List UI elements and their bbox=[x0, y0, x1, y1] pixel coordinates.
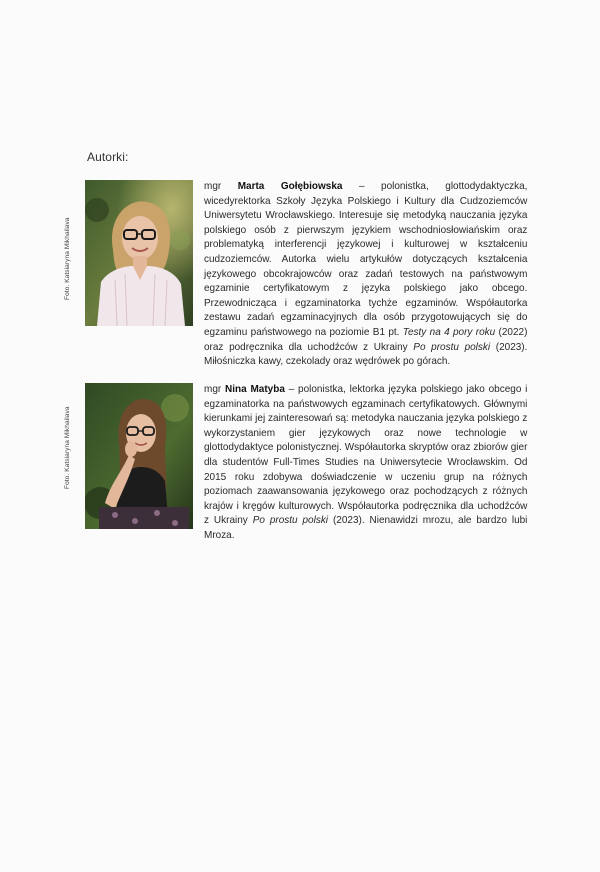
photo-credit: Foto. Katsiaryna Mikhailava bbox=[64, 217, 71, 300]
bio-text: – polonistka, lektorka języka polskiego jako obcego i egzaminatorka na państwowych egzaminach certyfikatowych. Głównymi kierunkami jej zainteresowań są: metodyka nauczania języka polskiego z wykorzystaniem gier językowych oraz nowe technologie w glottodydaktyce polonistycznej. Współautorka skryptów oraz zbiorów gier dla studentów Full-Times Studies na Uniwersytecie Wrocławskim. Od 2015 roku zdobywa doświadczenie w uczeniu grup na różnych poziomach zaawansowania językowego oraz pochodzących z różnych krajów i kręgów kulturowych. Współautorka podręcznika dla uchodźców z Ukrainy bbox=[204, 384, 528, 527]
author-name: Nina Matyba bbox=[225, 384, 285, 395]
book-title: Po prostu polski bbox=[413, 341, 491, 353]
author-photo bbox=[85, 383, 193, 529]
author-photo bbox=[85, 180, 193, 326]
bio-text: (2023). Nienawidzi mrozu, ale bardzo lubi Mroza. bbox=[204, 515, 528, 541]
bio-text: – polonistka, glottodydaktyczka, wicedyrektorka Szkoły Języka Polskiego i Kultury dla Cudzoziemców Uniwersytetu Wrocławskiego. Interesuje się metodyką nauczania języka polskiego osób z pierwszym językiem wschodniosłowiańskim oraz problematyką interferencji językowej i kulturowej w kształceniu cudzoziemców. Autorka wielu artykułów dotyczących kształcenia językowego obcokrajowców oraz zadań testowych na państwowym egzaminie certyfikatowym z języka polskiego jako obcego. Przewodnicząca i egzaminatorka tychże egzaminów. Współautorka zestawu zadań egzaminacyjnych dla osób przygotowujących się do egzaminu państwowego na poziomie B1 pt. bbox=[204, 181, 528, 338]
academic-title: mgr bbox=[204, 384, 222, 395]
academic-title: mgr bbox=[204, 181, 222, 192]
section-heading: Autorki: bbox=[87, 150, 129, 164]
book-title: Po prostu polski bbox=[252, 515, 329, 527]
author-bio bbox=[204, 180, 527, 370]
bio-text: (2023). Miłośniczka kawy, czekolady oraz wędrówek po górach. bbox=[204, 341, 528, 368]
author-name: Marta Gołębiowska bbox=[237, 181, 343, 192]
photo-credit: Foto. Katsiaryna Mikhailava bbox=[64, 406, 71, 489]
author-bio bbox=[204, 383, 527, 544]
bio-text: (2022) oraz podręcznika dla uchodźców z Ukrainy bbox=[204, 326, 528, 353]
book-title: Testy na 4 pory roku bbox=[402, 326, 496, 338]
